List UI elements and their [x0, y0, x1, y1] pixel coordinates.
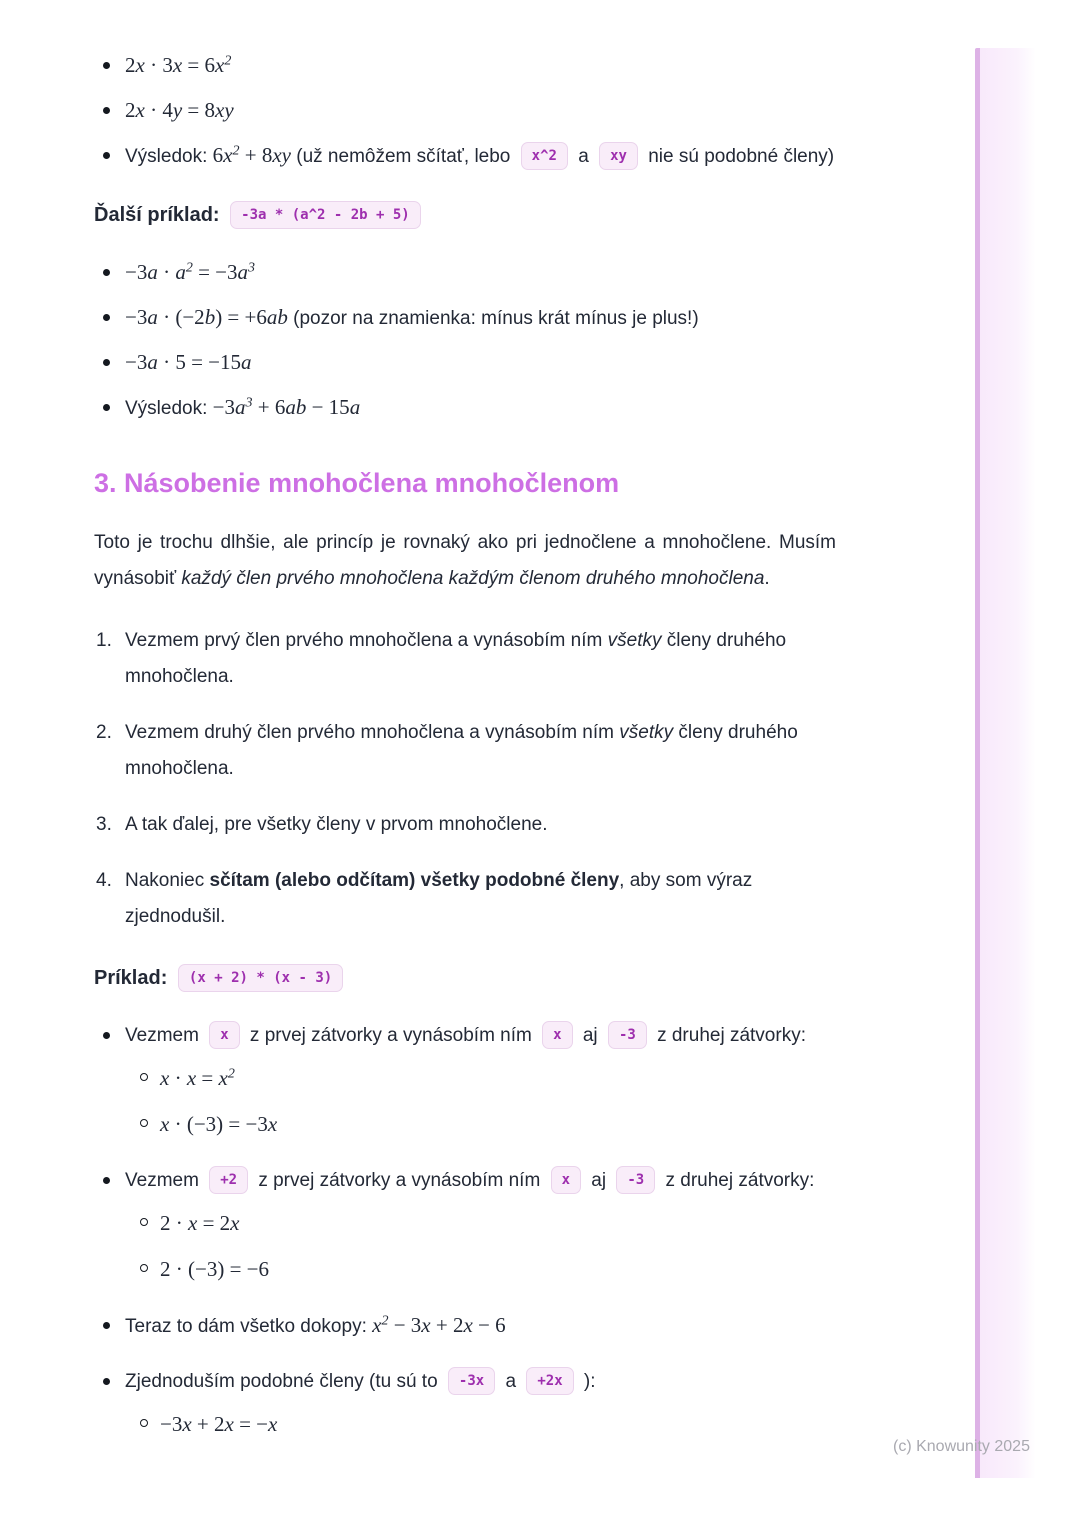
- inline-code-badge: x^2: [521, 142, 568, 170]
- step-item: Vezmem prvý člen prvého mnohočlena a vynásobím ním všetky členy druhého mnohočlena.: [125, 630, 787, 687]
- sub-list: [133, 1208, 836, 1286]
- example-label-line: Príklad: (x + 2) * (x - 3): [94, 963, 836, 994]
- list-item-text: Vezmem x z prvej zátvorky a vynásobím ním x aj -3 z druhej zátvorky:: [125, 1025, 806, 1046]
- list-item: [94, 1366, 836, 1441]
- sub-list-item: −3x + 2x = −x: [133, 1409, 836, 1441]
- list-item: −3a · (−2b) = +6ab (pozor na znamienka: mínus krát mínus je plus!): [94, 302, 836, 334]
- list-item: −3a · 5 = −15a: [94, 347, 836, 379]
- inline-code-badge: -3: [608, 1021, 647, 1049]
- list-item: [94, 1020, 836, 1141]
- intro-paragraph: Toto je trochu dlhšie, ale princíp je rovnaký ako pri jednočlene a mnohočlene. Musím vynásobiť každý člen prvého mnohočlena každým členom druhého mnohočlena.: [94, 532, 836, 589]
- list-item: [94, 1165, 836, 1286]
- inline-code-badge: +2: [209, 1166, 248, 1194]
- numbered-steps: [94, 623, 836, 935]
- sub-list-item: 2 · x = 2x: [133, 1208, 836, 1240]
- inline-code-badge: (x + 2) * (x - 3): [178, 964, 343, 992]
- step-item: Vezmem druhý člen prvého mnohočlena a vynásobím ním všetky členy druhého mnohočlena.: [125, 722, 798, 779]
- worked-example-list: [94, 1020, 836, 1441]
- sub-list: [133, 1409, 836, 1441]
- page-edge-stripe: [975, 48, 1036, 1478]
- list-item-text: Zjednoduším podobné členy (tu sú to -3x a +2x ):: [125, 1371, 596, 1392]
- list-item: Výsledok: $6x^2 + 8xy$ (už nemôžem sčítať, lebo x^2 a xy nie sú podobné členy): [94, 140, 836, 172]
- inline-code-badge: x: [209, 1021, 239, 1049]
- inline-code-badge: -3: [616, 1166, 655, 1194]
- list-item: 2x · 4y = 8xy: [94, 95, 836, 127]
- example-label-line: Ďalší príklad: -3a * (a^2 - 2b + 5): [94, 200, 836, 231]
- copyright-notice: (c) Knowunity 2025: [893, 1438, 1030, 1455]
- inline-code-badge: xy: [599, 142, 638, 170]
- list-item: Výsledok: $-3a^3 + 6ab - 15a$: [94, 392, 836, 424]
- inline-code-badge: +2x: [526, 1367, 573, 1395]
- step-item: A tak ďalej, pre všetky členy v prvom mnohočlene.: [125, 814, 548, 835]
- list-item-text: Vezmem +2 z prvej zátvorky a vynásobím ním x aj -3 z druhej zátvorky:: [125, 1170, 814, 1191]
- inline-code-badge: -3a * (a^2 - 2b + 5): [230, 201, 421, 229]
- sub-list-item: $x \cdot x = x^2$: [133, 1063, 836, 1095]
- inline-code-badge: x: [551, 1166, 581, 1194]
- example-bullet-list: [94, 257, 836, 424]
- sub-list: [133, 1063, 836, 1141]
- inline-code-badge: -3x: [448, 1367, 495, 1395]
- sub-list-item: x · (−3) = −3x: [133, 1109, 836, 1141]
- section-heading: 3. Násobenie mnohočlena mnohočlenom: [94, 468, 620, 498]
- document-content: [94, 50, 836, 1465]
- list-item-text: Teraz to dám všetko dokopy: $x^2 - 3x + 2x - 6$: [125, 1313, 506, 1337]
- step-item: Nakoniec sčítam (alebo odčítam) všetky podobné členy, aby som výraz zjednodušil.: [125, 870, 753, 927]
- list-item: $-3a \cdot a^2 = -3a^3$: [94, 257, 836, 289]
- inline-code-badge: x: [542, 1021, 572, 1049]
- intro-bullet-list: [94, 50, 836, 172]
- list-item: [94, 1310, 836, 1342]
- list-item: $2x \cdot 3x = 6x^2$: [94, 50, 836, 82]
- sub-list-item: 2 · (−3) = −6: [133, 1254, 836, 1286]
